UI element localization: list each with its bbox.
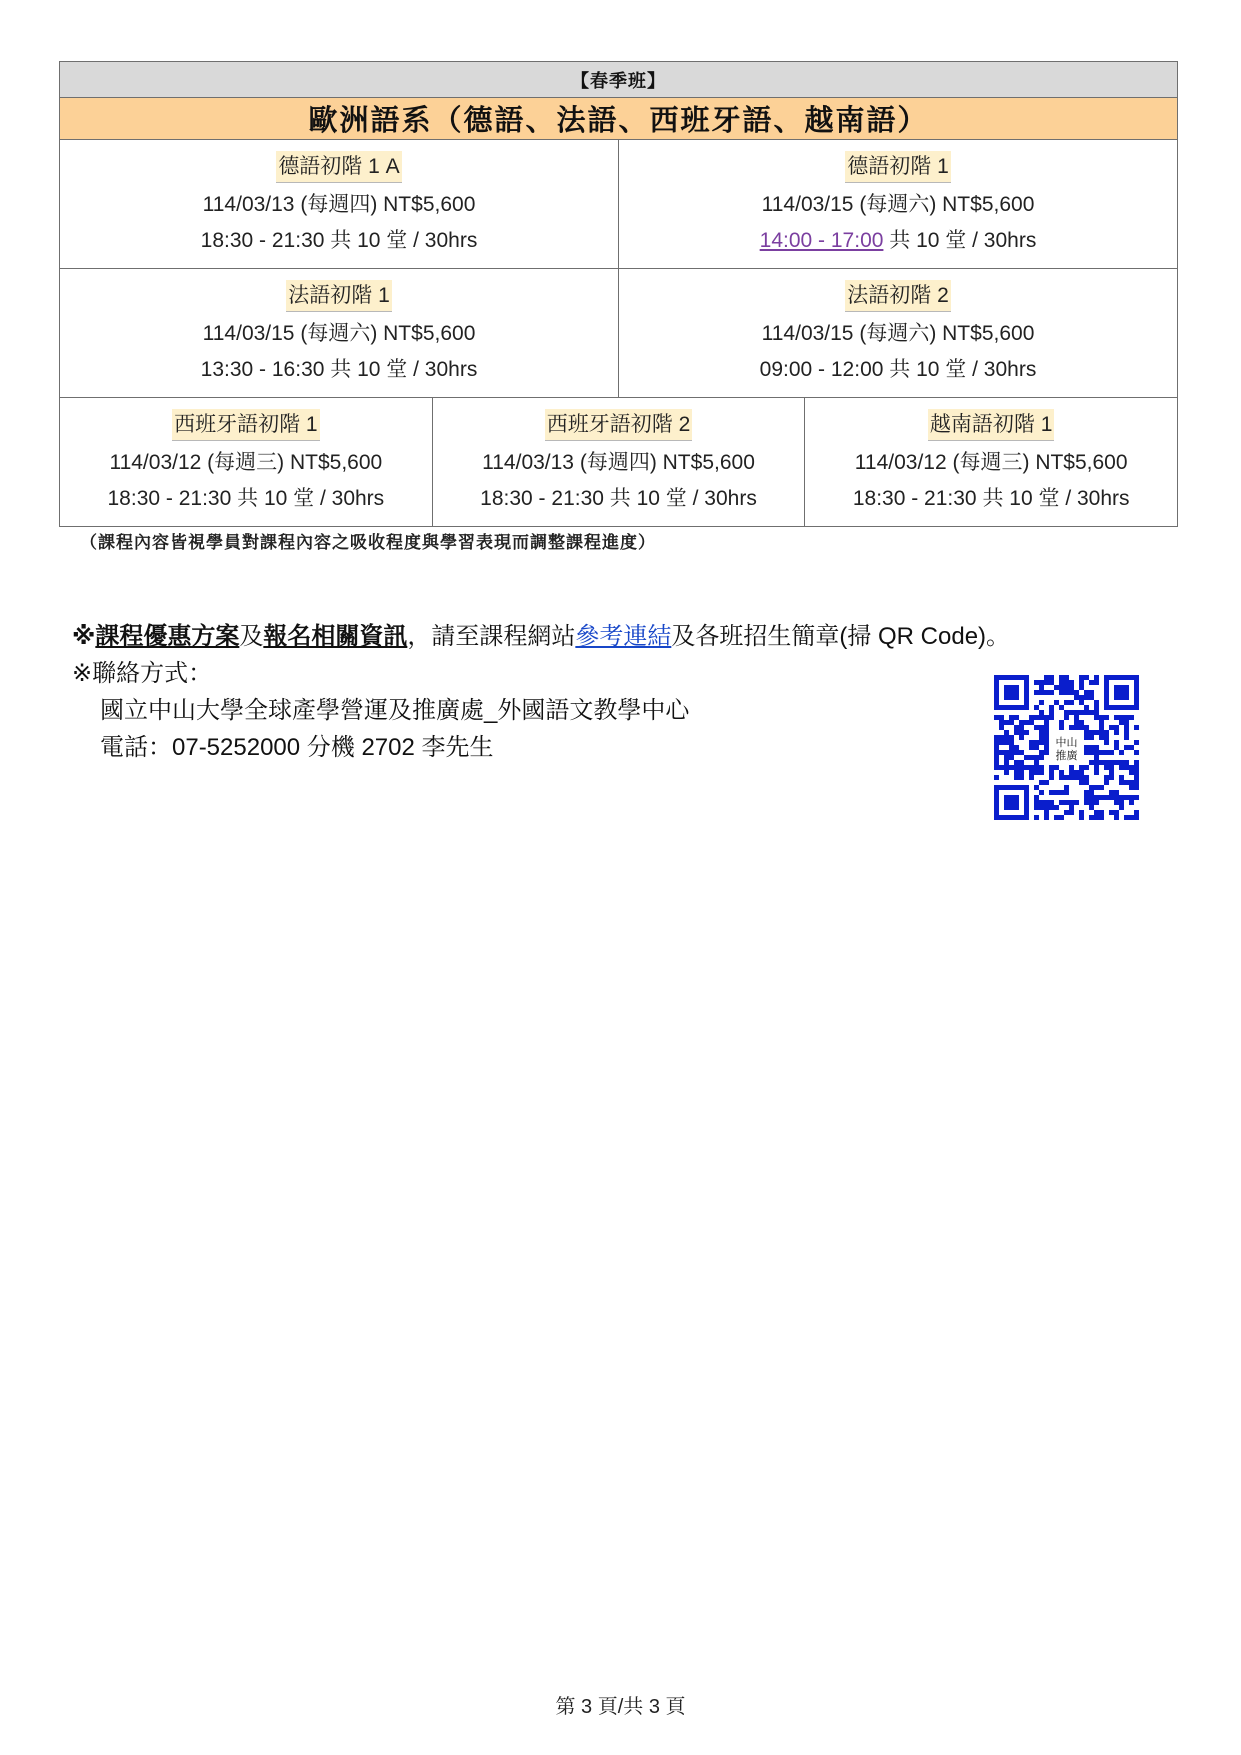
course-cell-vietnamese-1 [805,398,1177,526]
course-time: 09:00 - 12:00 [759,358,884,381]
course-row [60,398,1177,526]
course-name: 西班牙語初階 2 [545,409,693,441]
course-time-link[interactable]: 14:00 - 17:00 [759,229,884,252]
qr-code[interactable] [994,675,1139,820]
course-date-price: 114/03/12 (每週三) NT$5,600 [854,451,1128,474]
contact-phone: 電話：07-5252000 分機 2702 李先生 [100,734,494,761]
course-cell-german-1a [60,140,619,268]
registration-info-link[interactable]: 報名相關資訊 [263,623,408,650]
reference-link[interactable]: 參考連結 [575,623,672,650]
course-time: 13:30 - 16:30 [200,358,325,381]
course-row [60,269,1177,398]
course-time: 18:30 - 21:30 [107,487,232,510]
qr-finder-pattern [997,788,1027,818]
course-name: 德語初階 1 A [276,151,401,183]
course-time-line [108,481,385,517]
course-name: 德語初階 1 [845,151,951,183]
course-sessions: 共 10 堂 / 30hrs [330,358,478,381]
qr-code-graphic [994,675,1139,820]
course-sessions: 共 10 堂 / 30hrs [237,487,385,510]
course-time-line [480,481,757,517]
registration-info-line [72,618,1010,655]
instruction-text-2: 及各班招生簡章(掃 QR Code)。 [671,623,1011,650]
course-name: 西班牙語初階 1 [172,409,320,441]
course-date-price: 114/03/13 (每週四) NT$5,600 [202,193,476,216]
course-schedule-table [59,61,1178,527]
conjunction-text: 及 [239,623,264,650]
course-time-line [760,223,1037,259]
course-sessions: 共 10 堂 / 30hrs [982,487,1130,510]
qr-center-label-bottom: 推廣 [1055,749,1078,762]
course-row [60,140,1177,269]
course-sessions: 共 10 堂 / 30hrs [889,358,1037,381]
reference-mark: ※ [72,623,96,650]
course-sessions: 共 10 堂 / 30hrs [330,229,478,252]
course-sessions: 共 10 堂 / 30hrs [609,487,757,510]
qr-finder-pattern [997,678,1027,708]
discount-plan-link[interactable]: 課程優惠方案 [95,623,240,650]
language-group-title: 歐洲語系（德語、法語、西班牙語、越南語） [60,98,1177,140]
course-cell-french-2 [619,269,1177,397]
course-cell-spanish-1 [60,398,433,526]
course-time: 18:30 - 21:30 [200,229,325,252]
course-time-line [760,352,1037,388]
course-sessions: 共 10 堂 / 30hrs [889,229,1037,252]
instruction-text: ，請至課程網站 [407,623,576,650]
course-progress-note: （課程內容皆視學員對課程內容之吸收程度與學習表現而調整課程進度） [80,533,656,552]
season-label: 【春季班】 [60,62,1177,98]
qr-center-label-top: 中山 [1055,736,1078,749]
course-time-line [853,481,1130,517]
course-name: 法語初階 2 [845,280,951,312]
course-date-price: 114/03/13 (每週四) NT$5,600 [482,451,755,474]
course-time-line [201,352,478,388]
course-date-price: 114/03/15 (每週六) NT$5,600 [761,322,1035,345]
page-number-footer: 第 3 頁/共 3 頁 [555,1696,686,1718]
contact-label: ※聯絡方式： [72,660,213,687]
course-name: 法語初階 1 [286,280,392,312]
course-date-price: 114/03/12 (每週三) NT$5,600 [109,451,383,474]
course-cell-spanish-2 [433,398,806,526]
course-cell-german-1 [619,140,1177,268]
course-time-line [201,223,478,259]
course-date-price: 114/03/15 (每週六) NT$5,600 [761,193,1035,216]
info-section [72,618,1010,766]
organization-name: 國立中山大學全球產學營運及推廣處_外國語文教學中心 [100,697,690,724]
course-time: 18:30 - 21:30 [480,487,604,510]
qr-finder-pattern [1107,678,1137,708]
course-name: 越南語初階 1 [928,409,1055,441]
course-cell-french-1 [60,269,619,397]
course-date-price: 114/03/15 (每週六) NT$5,600 [202,322,476,345]
course-time: 18:30 - 21:30 [852,487,977,510]
